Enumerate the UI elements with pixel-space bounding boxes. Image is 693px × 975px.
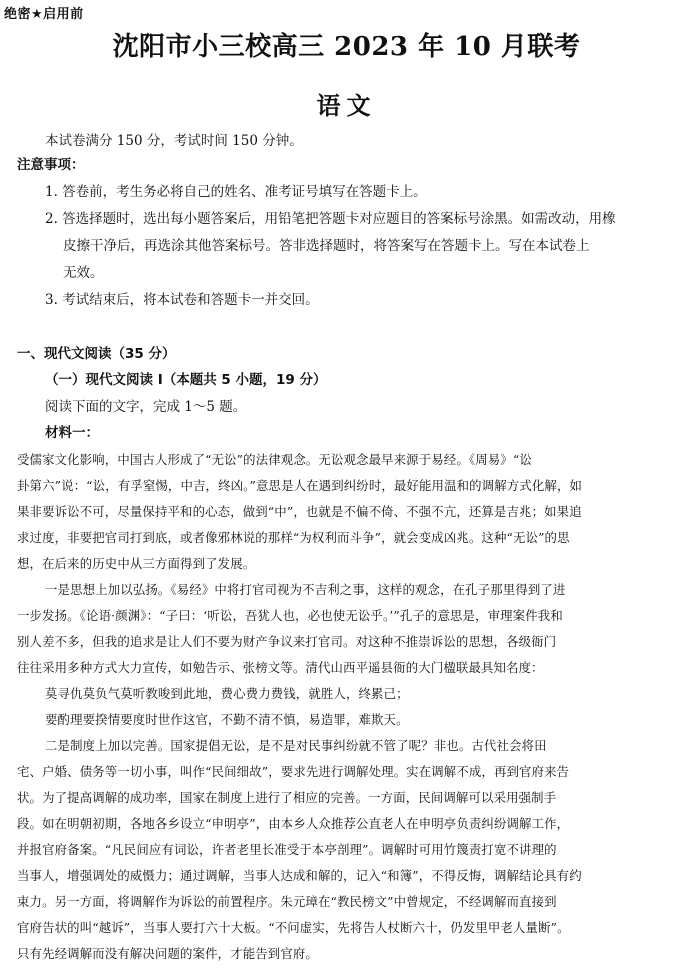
section-heading: 一、现代文阅读（35 分） [17,346,176,362]
paragraph-line: 想，在后来的历史中从三方面得到了发展。 [17,556,256,571]
paragraph-line: 状。为了提高调解的成功率，国家在制度上进行了相应的完善。一方面，民间调解可以采用强制手 [17,790,557,805]
secret-mark: 绝密★启用前 [4,7,84,22]
paragraph-line: 求过度，非要把官司打到底，或者像邪林说的那样“为权利而斗争”，就会变成凶兆。这种“无讼”的思 [17,530,570,545]
paragraph-line: 莫寻仇莫负气莫听教唆到此地，费心费力费钱，就胜人，终累己； [45,686,409,701]
paragraph-line: 要酌理要揆情要度时世作这官，不勤不清不慎，易造罪，难欺天。 [45,712,409,727]
notice-item: 2. 答选择题时，选出每小题答案后，用铅笔把答题卡对应题目的答案标号涂黑。如需改动，用橡 [45,211,616,227]
exam-title: 沈阳市小三校高三 2023 年 10 月联考 [112,32,581,62]
paragraph-line: 只有先经调解而没有解决问题的案件，才能告到官府。 [17,946,318,961]
paragraph-line: 束力。另一方面，将调解作为诉讼的前置程序。朱元璋在“教民榜文”中曾规定，不经调解而直接到 [17,894,557,909]
paragraph-line: 往往采用多种方式大力宣传，如勉告示、张榜文等。清代山西平遥县衙的大门楹联最具知名度： [17,660,544,675]
material-label: 材料一： [45,425,99,441]
paragraph-line: 宅、户婚、债务等一切小事，叫作“民间细故”，要求先进行调解处理。实在调解不成，再到官府来告 [17,764,570,779]
paragraph-line: 果非要诉讼不可，尽量保持平和的心态，做到“中”，也就是不偏不倚、不强不亢，还算是吉兆；如果追 [17,504,582,519]
notice-item: 1. 答卷前，考生务必将自己的姓名、准考证号填写在答题卡上。 [45,184,427,200]
paragraph-line: 二是制度上加以完善。国家提倡无讼，是不是对民事纠纷就不管了呢？非也。古代社会将田 [45,738,547,753]
subject-title: 语文 [316,91,377,120]
paragraph-line: 一是思想上加以弘扬。《易经》中将打官司视为不吉利之事，这样的观念，在孔子那里得到了进 [45,582,566,597]
paragraph-line: 当事人，增强调处的威慑力；通过调解，当事人达成和解的，记入“和簿”，不得反悔，调解结论具有约 [17,868,582,883]
paragraph-line: 一步发扬。《论语·颜渊》：“子曰：‘听讼，吾犹人也，必也使无讼乎。’”孔子的意思是，审理案件我和 [17,608,563,623]
notice-item: 3. 考试结束后，将本试卷和答题卡一并交回。 [45,292,319,308]
reading-instruction: 阅读下面的文字，完成 1～5 题。 [45,399,247,415]
notice-heading: 注意事项： [17,157,85,173]
section-subheading: （一）现代文阅读 Ⅰ（本题共 5 小题，19 分） [45,372,327,388]
exam-info: 本试卷满分 150 分，考试时间 150 分钟。 [45,133,303,149]
paragraph-line: 官府告状的叫“越诉”，当事人要打六十大板。“不问虚实，先将告人杖断六十，仍发里甲老人量断”。 [17,920,570,935]
paragraph-line: 段。如在明朝初期，各地各乡设立“申明亭”，由本乡人众推荐公直老人在申明亭负责纠纷调解工作， [17,816,570,831]
paragraph-line: 并报官府备案。“凡民间应有词讼，许者老里长准受于本亭剖理”。调解时可用竹篾责打宽不讲理的 [17,842,557,857]
notice-item: 皮擦干净后，再选涂其他答案标号。答非选择题时，将答案写在答题卡上。写在本试卷上 [63,238,590,254]
paragraph-line: 受儒家文化影响，中国古人形成了“无讼”的法律观念。无讼观念最早来源于易经。《周易》“讼 [17,452,532,467]
notice-item: 无效。 [63,265,104,281]
paragraph-line: 别人差不多，但我的追求是让人们不要为财产争议来打官司。对这种不推崇诉讼的思想，各级衙门 [17,634,557,649]
paragraph-line: 卦第六”说：“讼，有孚窒惕，中吉，终凶。”意思是人在遇到纠纷时，最好能用温和的调解方式化解，如 [17,478,583,493]
